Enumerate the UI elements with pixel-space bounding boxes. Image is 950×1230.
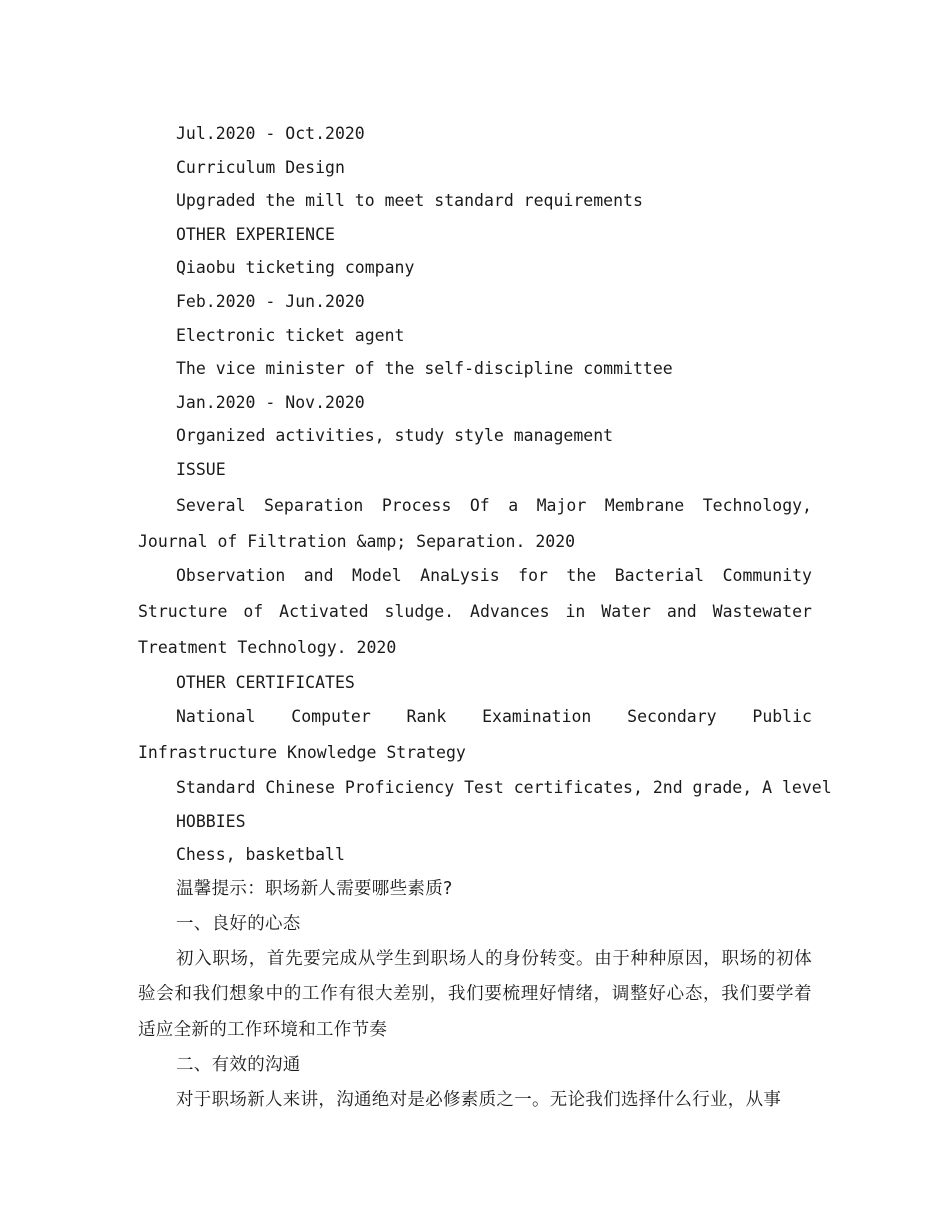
tip-paragraph: 对于职场新人来讲，沟通绝对是必修素质之一。无论我们选择什么行业，从事: [176, 1090, 782, 1111]
document-body: [138, 117, 832, 1119]
tip-subheading: 二、有效的沟通: [176, 1055, 301, 1076]
certificate-item: Standard Chinese Proficiency Test certificates, 2nd grade, A level: [176, 778, 832, 798]
project-description: Upgraded the mill to meet standard requirements: [176, 191, 643, 211]
hobbies-text: Chess, basketball: [176, 845, 345, 865]
job-date-range: Feb.2020 - Jun.2020: [176, 291, 365, 311]
tip-paragraph: 初入职场，首先要完成从学生到职场人的身份转变。由于种种原因，职场的初体验会和我们想象中的工作有很大差别，我们要梳理好情绪，调整好心态，我们要学着适应全新的工作环境和工作节奏: [138, 948, 812, 1040]
section-heading-issue: ISSUE: [176, 459, 226, 479]
company-name: Qiaobu ticketing company: [176, 258, 415, 278]
section-heading-other-experience: OTHER EXPERIENCE: [176, 224, 335, 244]
role-title: The vice minister of the self-discipline committee: [176, 359, 673, 379]
publication-item: Observation and Model AnaLysis for the Bacterial Community Structure of Activated sludge. Advances in Water and Wastewater Treatment Technology. 2020: [138, 565, 812, 657]
section-heading-hobbies: HOBBIES: [176, 811, 246, 831]
tip-subheading: 一、良好的心态: [176, 913, 301, 934]
project-title: Curriculum Design: [176, 157, 345, 177]
project-date-range: Jul.2020 - Oct.2020: [176, 124, 365, 143]
publication-item: Several Separation Process Of a Major Membrane Technology, Journal of Filtration &amp; Separation. 2020: [138, 495, 812, 551]
role-description: Organized activities, study style management: [176, 426, 614, 446]
role-date-range: Jan.2020 - Nov.2020: [176, 392, 365, 412]
section-heading-other-certificates: OTHER CERTIFICATES: [176, 672, 355, 692]
certificate-item: National Computer Rank Examination Secondary Public Infrastructure Knowledge Strategy: [138, 707, 812, 763]
job-title: Electronic ticket agent: [176, 325, 405, 345]
tip-heading: 温馨提示：职场新人需要哪些素质?: [176, 878, 453, 899]
